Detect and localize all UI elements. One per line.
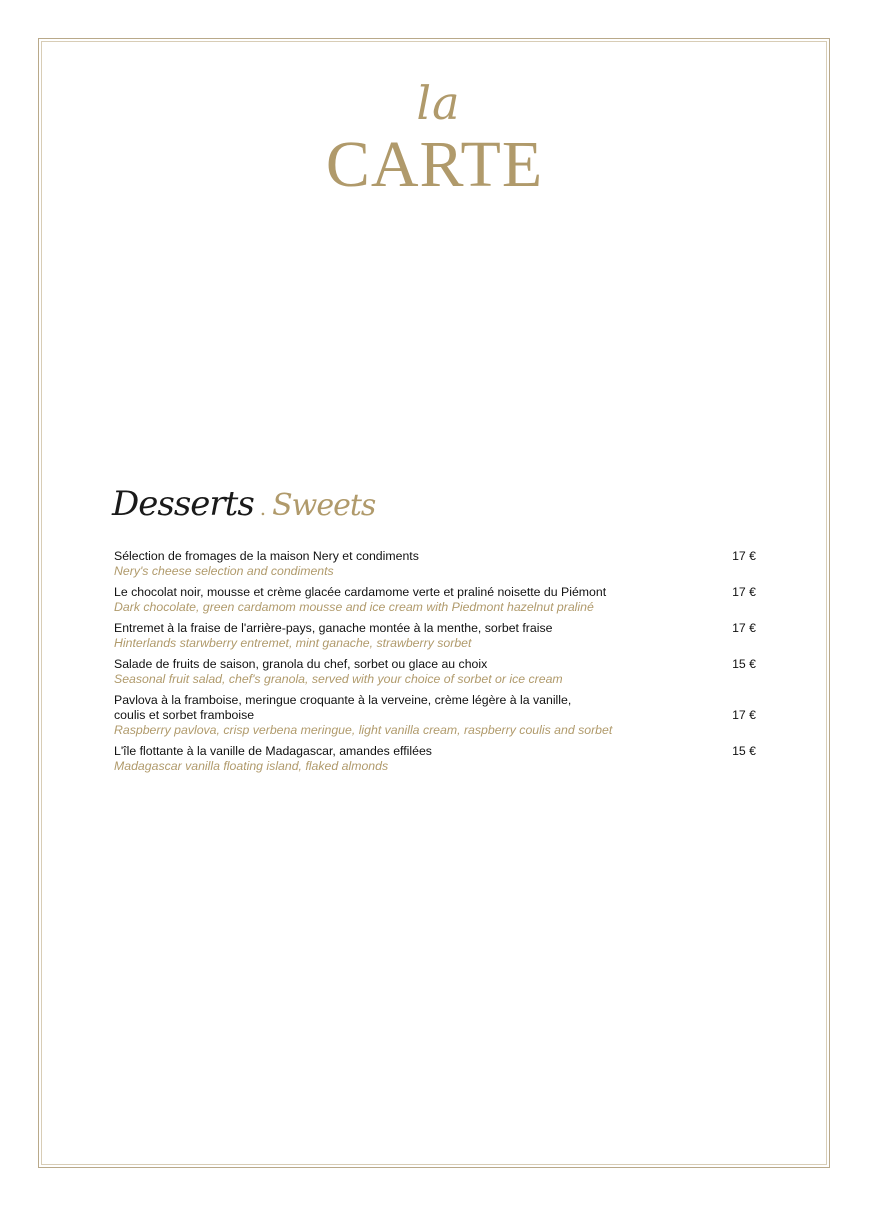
item-name-fr-line2: coulis et sorbet framboise [114,708,255,722]
section-title-separator: . [259,496,267,520]
dessert-menu-list [114,549,756,780]
section-heading-desserts [112,484,375,544]
menu-item [114,549,756,579]
item-name-en: Madagascar vanilla floating island, flaked almonds [114,759,389,773]
item-name-en: Seasonal fruit salad, chef's granola, served with your choice of sorbet or ice cream [114,672,563,686]
item-name-fr: L'île flottante à la vanille de Madagascar, amandes effilées [114,744,432,758]
item-name-en: Raspberry pavlova, crisp verbena meringue, light vanilla cream, raspberry coulis and sorbet [114,723,613,737]
item-price: 17 € [732,549,756,563]
item-name-en: Hinterlands starwberry entremet, mint ganache, strawberry sorbet [114,636,472,650]
item-price: 17 € [732,708,756,722]
logo-la-script: la [416,76,461,130]
item-name-en: Dark chocolate, green cardamom mousse and ice cream with Piedmont hazelnut praliné [114,600,594,614]
menu-logo [0,76,869,201]
item-name-fr-line1: Pavlova à la framboise, meringue croquante à la verveine, crème légère à la vanille, [114,693,572,707]
item-price: 17 € [732,585,756,599]
item-price: 15 € [732,657,756,671]
section-title-fr: Desserts [112,484,254,524]
section-title-en: Sweets [272,488,376,523]
item-name-fr: Sélection de fromages de la maison Nery et condiments [114,549,419,563]
item-name-fr: Le chocolat noir, mousse et crème glacée cardamome verte et praliné noisette du Piémont [114,585,607,599]
menu-item [114,621,756,651]
item-price: 17 € [732,621,756,635]
logo-carte-title: CARTE [325,128,544,201]
item-name-fr: Entremet à la fraise de l'arrière-pays, ganache montée à la menthe, sorbet fraise [114,621,553,635]
menu-item [114,585,756,615]
item-name-fr: Salade de fruits de saison, granola du chef, sorbet ou glace au choix [114,657,488,671]
item-name-en: Nery's cheese selection and condiments [114,564,334,578]
menu-item [114,657,756,687]
menu-item [114,744,756,774]
menu-item [114,693,756,738]
item-price: 15 € [732,744,756,758]
